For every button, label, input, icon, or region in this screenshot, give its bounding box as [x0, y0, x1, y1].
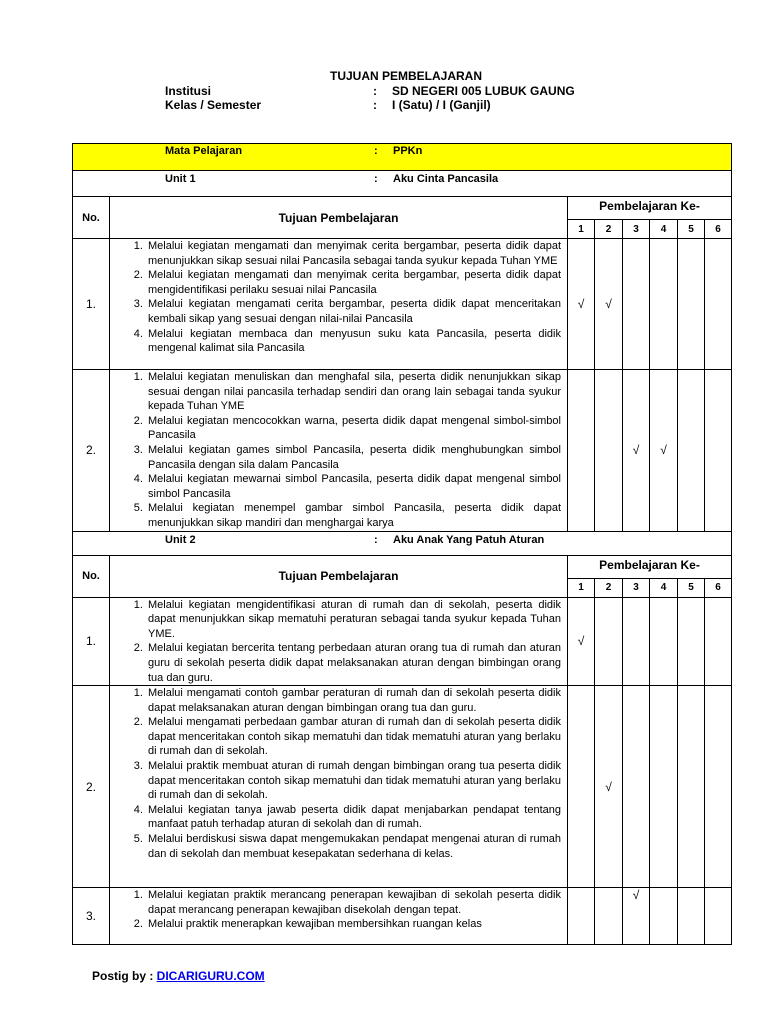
objective-item: 5. Melalui kegiatan menempel gambar simbol Pancasila, peserta didik dapat menunjukkan sikap mandiri dan menghargai karya — [146, 501, 561, 530]
objective-item: 1. Melalui kegiatan praktik merancang penerapan kewajiban di sekolah peserta didik dapat merancang penerapan kewajiban disekolah dengan tepat. — [146, 888, 561, 917]
objective-list — [110, 888, 567, 932]
unit-label: Unit 1 — [165, 173, 196, 185]
unit-title: Aku Anak Yang Patuh Aturan — [393, 533, 545, 546]
tujuan-header: Tujuan Pembelajaran — [110, 197, 568, 239]
check-cell-6 — [705, 686, 732, 888]
meeting-col-2: 2 — [595, 220, 623, 239]
footer-link[interactable]: DICARIGURU.COM — [156, 969, 265, 983]
unit-row — [73, 531, 732, 555]
check-cell-4 — [650, 239, 678, 370]
check-mark: √ — [605, 779, 612, 794]
unit-title: Aku Cinta Pancasila — [393, 173, 499, 185]
no-header: No. — [73, 555, 110, 597]
check-cell-3 — [623, 888, 650, 945]
objective-item: 3. Melalui praktik membuat aturan di rumah dengan bimbingan orang tua peserta didik dapat menceritakan contoh sikap mematuhi dan tidak mematuhi aturan yang berlaku di rumah dan di sekolah. — [146, 759, 561, 803]
column-header-row — [73, 555, 732, 578]
column-header-row — [73, 197, 732, 220]
check-cell-4 — [650, 370, 678, 532]
check-cell-6 — [705, 370, 732, 532]
objective-item: 5. Melalui berdiskusi siswa dapat mengemukakan pendapat mengenai aturan di rumah dan di sekolah dan membuat kesepakatan sederhana di kelas. — [146, 832, 561, 861]
institusi-colon: : — [373, 84, 377, 98]
check-cell-2 — [595, 370, 623, 532]
table-row — [73, 686, 732, 888]
unit-colon: : — [374, 173, 378, 185]
learning-objectives-table — [72, 143, 732, 945]
unit-colon: : — [374, 533, 378, 546]
meeting-col-3: 3 — [623, 578, 650, 597]
objective-item: 3. Melalui kegiatan mengamati cerita bergambar, peserta didik dapat menceritakan kembali sikap yang sesuai dengan nilai-nilai Pancasila — [146, 297, 561, 326]
check-cell-3 — [623, 370, 650, 532]
check-cell-2 — [595, 888, 623, 945]
kelas-colon: : — [373, 98, 377, 112]
meeting-col-3: 3 — [623, 220, 650, 239]
check-cell-5 — [678, 370, 705, 532]
table-row — [73, 888, 732, 945]
check-mark: √ — [605, 297, 612, 311]
kelas-label: Kelas / Semester — [165, 98, 262, 112]
objective-cell — [110, 888, 568, 945]
objective-item: 4. Melalui kegiatan membaca dan menyusun suku kata Pancasila, peserta didik mengenal kalimat sila Pancasila — [146, 327, 561, 356]
objective-list — [110, 239, 567, 356]
mapel-label: Mata Pelajaran — [165, 145, 243, 157]
check-cell-2 — [595, 597, 623, 686]
document-title: TUJUAN PEMBELAJARAN — [330, 69, 483, 83]
meeting-col-5: 5 — [678, 220, 705, 239]
row-number: 1. — [73, 597, 110, 686]
row-number: 3. — [73, 888, 110, 945]
check-cell-2 — [595, 686, 623, 888]
check-cell-1 — [568, 370, 595, 532]
objective-cell — [110, 597, 568, 686]
check-cell-5 — [678, 239, 705, 370]
check-cell-4 — [650, 597, 678, 686]
no-header: No. — [73, 197, 110, 239]
meeting-col-2: 2 — [595, 578, 623, 597]
unit-row — [73, 171, 732, 197]
objective-list — [110, 370, 567, 531]
meeting-col-5: 5 — [678, 578, 705, 597]
objective-item: 2. Melalui kegiatan bercerita tentang perbedaan aturan orang tua di rumah dan aturan guru di sekolah peserta didik dapat melaksanakan aturan dengan bimbingan orang tua dan guru. — [146, 641, 561, 685]
table-row — [73, 370, 732, 532]
meeting-col-4: 4 — [650, 220, 678, 239]
check-mark: √ — [577, 297, 585, 311]
mapel-colon: : — [374, 145, 378, 157]
check-cell-5 — [678, 686, 705, 888]
objective-cell — [110, 370, 568, 532]
objective-cell — [110, 239, 568, 370]
objective-item: 2. Melalui praktik menerapkan kewajiban membersihkan ruangan kelas — [146, 917, 561, 932]
check-cell-3 — [623, 597, 650, 686]
row-number: 2. — [73, 686, 110, 888]
objective-item: 4. Melalui kegiatan mewarnai simbol Pancasila, peserta didik dapat mengenal simbol simbol Pancasila — [146, 472, 561, 501]
institusi-value: SD NEGERI 005 LUBUK GAUNG — [392, 84, 575, 98]
check-cell-6 — [705, 597, 732, 686]
objective-item: 1. Melalui kegiatan mengidentifikasi aturan di rumah dan di sekolah, peserta didik dapat menunjukkan sikap mematuhi peraturan sebagai tanda syukur kepada Tuhan YME. — [146, 598, 561, 642]
objective-item: 1. Melalui kegiatan menuliskan dan menghafal sila, peserta didik nenunjukkan sikap sesuai dengan nilai pancasila terhadap sendiri dan orang lain sebagai tanda syukur kepada Tuhan YME — [146, 370, 561, 414]
check-cell-1 — [568, 888, 595, 945]
check-cell-6 — [705, 239, 732, 370]
institusi-label: Institusi — [165, 84, 212, 98]
pembelajaran-header: Pembelajaran Ke- — [568, 555, 732, 578]
footer-prefix: Postig by : — [92, 969, 157, 983]
objective-item: 2. Melalui kegiatan mengamati dan menyimak cerita bergambar, peserta didik dapat mengidentifikasi perilaku sesuai nilai Pancasila — [146, 268, 561, 297]
objective-item: 1. Melalui mengamati contoh gambar peraturan di rumah dan di sekolah peserta didik dapat melaksanakan aturan dengan bimbingan orang tua dan guru. — [146, 686, 561, 715]
check-mark: √ — [632, 443, 640, 458]
check-mark: √ — [660, 443, 667, 458]
check-cell-3 — [623, 239, 650, 370]
objective-item: 2. Melalui kegiatan mencocokkan warna, peserta didik dapat mengenal simbol-simbol Pancasila — [146, 414, 561, 443]
tujuan-header: Tujuan Pembelajaran — [110, 555, 568, 597]
pembelajaran-header: Pembelajaran Ke- — [568, 197, 732, 220]
check-mark: √ — [632, 888, 640, 903]
check-cell-1 — [568, 239, 595, 370]
check-mark: √ — [577, 634, 585, 649]
check-cell-3 — [623, 686, 650, 888]
meeting-col-6: 6 — [705, 220, 732, 239]
mapel-value: PPKn — [393, 145, 423, 157]
objective-list — [110, 598, 567, 686]
check-cell-5 — [678, 888, 705, 945]
objective-item: 2. Melalui mengamati perbedaan gambar aturan di rumah dan di sekolah peserta didik dapat menceritakan contoh sikap mematuhi dan tidak mematuhi aturan yang berlaku di rumah dan di sekolah. — [146, 715, 561, 759]
table-row — [73, 597, 732, 686]
check-cell-1 — [568, 686, 595, 888]
meeting-col-1: 1 — [568, 578, 595, 597]
check-cell-6 — [705, 888, 732, 945]
objective-cell — [110, 686, 568, 888]
row-number: 1. — [73, 239, 110, 370]
meeting-col-1: 1 — [568, 220, 595, 239]
check-cell-2 — [595, 239, 623, 370]
kelas-value: I (Satu) / I (Ganjil) — [392, 98, 491, 112]
check-cell-4 — [650, 686, 678, 888]
objective-list — [110, 686, 567, 861]
objective-item: 1. Melalui kegiatan mengamati dan menyimak cerita bergambar, peserta didik dapat menunjukkan sikap sesuai nilai Pancasila sebagai tanda syukur kepada Tuhan YME — [146, 239, 561, 268]
check-cell-5 — [678, 597, 705, 686]
meeting-col-4: 4 — [650, 578, 678, 597]
check-cell-4 — [650, 888, 678, 945]
row-number: 2. — [73, 370, 110, 532]
table-row — [73, 239, 732, 370]
mapel-row — [73, 144, 732, 171]
objective-item: 4. Melalui kegiatan tanya jawab peserta didik dapat menjabarkan pendapat tentang manfaat patuh terhadap aturan di sekolah dan di rumah. — [146, 803, 561, 832]
objective-item: 3. Melalui kegiatan games simbol Pancasila, peserta didik menghubungkan simbol Pancasila dengan sila dalam Pancasila — [146, 443, 561, 472]
meeting-col-6: 6 — [705, 578, 732, 597]
footer-credit — [92, 969, 265, 983]
unit-label: Unit 2 — [165, 533, 196, 546]
check-cell-1 — [568, 597, 595, 686]
